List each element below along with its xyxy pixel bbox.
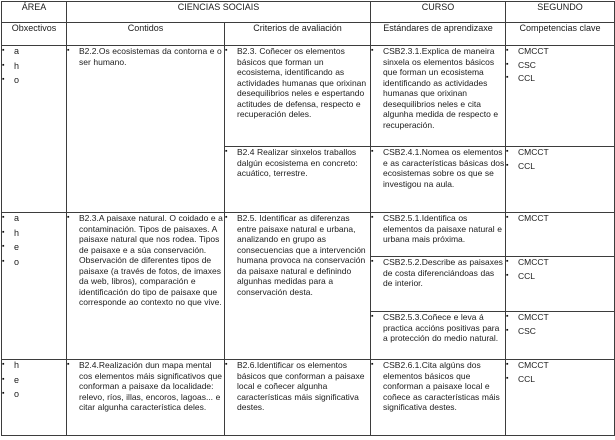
competencies-cell	[506, 360, 615, 436]
competency-code: CMCCT	[518, 46, 549, 56]
content-text: B2.2.Os ecosistemas da contorna e o ser humano.	[79, 46, 222, 67]
objective-letter: e	[14, 374, 20, 385]
objectives-cell-block3	[2, 360, 67, 436]
competency-item	[506, 312, 614, 323]
standard-item	[371, 257, 505, 289]
block3-row1	[2, 360, 615, 436]
bullet-icon: ▪	[506, 326, 509, 334]
objective-letter: o	[14, 75, 20, 85]
bullet-icon: ▪	[371, 258, 374, 265]
objective-letter: o	[14, 389, 20, 399]
standard-cell-csb2-5-2	[371, 257, 506, 312]
competency-item	[506, 213, 614, 224]
bullet-icon: ▪	[225, 214, 228, 221]
content-item	[67, 46, 224, 67]
standard-text: CSB2.5.3.Coñece e leva á practica accións positivas para a protección do medio natural.	[383, 312, 500, 343]
competency-code: CCL	[518, 270, 536, 281]
criteria-text: B2.4 Realizar sinxelos traballos dalgún ecosistema en concreto: acuático, terrestre.	[237, 147, 358, 178]
competency-item	[506, 161, 614, 172]
objective-item	[2, 389, 66, 400]
standard-item	[371, 213, 505, 245]
standard-item	[371, 360, 505, 413]
competency-item	[506, 271, 614, 282]
standard-cell-csb2-5-3	[371, 312, 506, 360]
standard-item	[371, 312, 505, 344]
bullet-icon: ▪	[2, 243, 5, 250]
competency-code: CCL	[518, 73, 536, 83]
bullet-icon: ▪	[225, 47, 228, 54]
bullet-icon: ▪	[506, 74, 509, 81]
objective-item	[2, 375, 66, 386]
column-header-competencias: Competencias clave	[506, 23, 615, 46]
bullet-icon: ▪	[2, 257, 5, 265]
objective-letter: h	[14, 227, 20, 238]
content-item	[67, 360, 224, 413]
bullet-icon: ▪	[67, 361, 70, 368]
competency-item	[506, 60, 614, 71]
bullet-icon: ▪	[2, 214, 5, 221]
block2-row1	[2, 213, 615, 257]
bullet-icon: ▪	[506, 60, 509, 68]
content-text: B2.4.Realización dun mapa mental cos elementos máis significativos que conforman a paisaxe da localidade: relevo, ríos, illas, encoros, lagoas... e citar algunha característica deles.	[79, 360, 223, 412]
bullet-icon: ▪	[2, 76, 5, 83]
competency-code: CSC	[518, 325, 536, 336]
competency-code: CMCCT	[518, 147, 549, 157]
bullet-icon: ▪	[506, 374, 509, 382]
content-text: B2.3.A paisaxe natural. O coidado e a contaminación. Tipos de paisaxes. A paisaxe natural que nos rodea. Tipos de paisaxe e a súa conservación. Observación de diferentes tipos de paisaxe (a través de fotos, de imaxes da web, libros), comparación e identificación do tipo de paisaxe que corresponde ao contexto no que vive.	[79, 213, 223, 307]
competency-code: CMCCT	[518, 257, 549, 267]
objective-letter: e	[14, 242, 20, 252]
header-row-2	[2, 23, 615, 46]
standard-cell-csb2-6-1	[371, 360, 506, 436]
bullet-icon: ▪	[67, 214, 70, 221]
criteria-text: B2.3. Coñecer os elementos básicos que forman un ecosistema, identificando as actividades humanas que orixinan desequilibrios neles e espertando actitudes de defensa, respecto e recuperación deles.	[237, 46, 367, 119]
competencies-cell	[506, 312, 615, 360]
bullet-icon: ▪	[2, 375, 5, 383]
bullet-icon: ▪	[2, 361, 5, 368]
objective-item	[2, 228, 66, 239]
block1-row1	[2, 46, 615, 147]
bullet-icon: ▪	[506, 47, 509, 54]
bullet-icon: ▪	[2, 47, 5, 54]
competency-code: CCL	[518, 373, 536, 384]
objective-item	[2, 46, 66, 57]
objectives-cell-block1	[2, 46, 67, 213]
standard-item	[371, 46, 505, 130]
bullet-icon: ▪	[67, 47, 70, 54]
competency-code: CMCCT	[518, 312, 549, 322]
competency-item	[506, 374, 614, 385]
standard-text: CSB2.3.1.Explica de maneira sinxela os elementos básicos que forman un ecosistema identificando as actividades humanas que orixinan desequilibrios neles e cita algunha medida de respecto e recuperación.	[383, 46, 499, 130]
bullet-icon: ▪	[2, 390, 5, 397]
bullet-icon: ▪	[506, 313, 509, 320]
competencies-cell	[506, 46, 615, 147]
competency-item	[506, 46, 614, 57]
bullet-icon: ▪	[225, 148, 228, 155]
column-header-criterios: Criterios de avaliación	[225, 23, 371, 46]
content-item	[67, 213, 224, 308]
column-header-estandares: Estándares de aprendizaxe	[371, 23, 506, 46]
bullet-icon: ▪	[506, 161, 509, 169]
column-header-contidos: Contidos	[67, 23, 225, 46]
criteria-text: B2.5. Identificar as diferenzas entre paisaxe natural e urbana, analizando en grupo as consecuencias que a intervención humana provoca na conservación da paisaxe natural e definindo algunhas medidas para a conservación desta.	[237, 213, 366, 297]
competency-item	[506, 360, 614, 371]
competencies-cell	[506, 147, 615, 213]
bullet-icon: ▪	[506, 214, 509, 221]
standard-text: CSB2.4.1.Nomea os elementos e as características básicas dos ecosistemas sobre os que se investigou na aula.	[383, 147, 505, 189]
objective-item	[2, 242, 66, 253]
standard-cell-csb2-3-1	[371, 46, 506, 147]
standard-text: CSB2.5.2.Describe as paisaxes de costa diferenciándoas das de interior.	[383, 257, 503, 288]
bullet-icon: ▪	[2, 228, 5, 236]
objective-item	[2, 61, 66, 72]
competency-item	[506, 73, 614, 84]
objective-letter: h	[14, 360, 20, 370]
bullet-icon: ▪	[506, 271, 509, 279]
header-curso: CURSO	[371, 2, 506, 23]
bullet-icon: ▪	[371, 148, 374, 155]
standard-cell-csb2-4-1	[371, 147, 506, 213]
objective-letter: o	[14, 256, 20, 267]
criteria-item	[225, 360, 370, 413]
objectives-cell-block2	[2, 213, 67, 360]
bullet-icon: ▪	[506, 258, 509, 265]
bullet-icon: ▪	[2, 61, 5, 69]
criteria-item	[225, 46, 370, 120]
bullet-icon: ▪	[371, 214, 374, 221]
standard-text: CSB2.5.1.Identifica os elementos da paisaxe natural e urbana mais próxima.	[383, 213, 502, 244]
column-header-obxectivos: Obxectivos	[2, 23, 67, 46]
bullet-icon: ▪	[371, 47, 374, 54]
criteria-cell-b2-3	[225, 46, 371, 147]
contents-cell-block2	[67, 213, 225, 360]
bullet-icon: ▪	[225, 361, 228, 368]
objective-item	[2, 213, 66, 224]
competency-code: CMCCT	[518, 360, 549, 370]
competency-code: CMCCT	[518, 213, 549, 223]
standard-text: CSB2.6.1.Cita algúns dos elementos básicos que conforman a paisaxe local e coñece as características máis significativa destes.	[383, 360, 500, 412]
contents-cell-block1	[67, 46, 225, 213]
objective-letter: a	[14, 213, 20, 223]
criteria-cell-b2-4	[225, 147, 371, 213]
objective-item	[2, 360, 66, 371]
contents-cell-block3	[67, 360, 225, 436]
bullet-icon: ▪	[506, 361, 509, 368]
bullet-icon: ▪	[371, 313, 374, 320]
objective-letter: h	[14, 60, 20, 71]
header-segundo: SEGUNDO	[506, 2, 615, 23]
objective-item	[2, 75, 66, 86]
criteria-text: B2.6.Identificar os elementos básicos que conforman a paisaxe local e coñecer algunha características máis significativa destes.	[237, 360, 365, 412]
standard-item	[371, 147, 505, 189]
competency-item	[506, 147, 614, 158]
header-subject: CIENCIAS SOCIAIS	[67, 2, 371, 23]
criteria-cell-b2-5	[225, 213, 371, 360]
competencies-cell	[506, 257, 615, 312]
objective-letter: a	[14, 46, 20, 56]
criteria-item	[225, 213, 370, 297]
curriculum-table	[1, 1, 615, 436]
header-row-1	[2, 2, 615, 23]
criteria-item	[225, 147, 370, 179]
bullet-icon: ▪	[371, 361, 374, 368]
standard-cell-csb2-5-1	[371, 213, 506, 257]
competencies-cell	[506, 213, 615, 257]
header-area: ÁREA	[2, 2, 67, 23]
competency-item	[506, 326, 614, 337]
objective-item	[2, 257, 66, 268]
competency-code: CCL	[518, 160, 536, 171]
bullet-icon: ▪	[506, 148, 509, 155]
competency-code: CSC	[518, 59, 536, 70]
criteria-cell-b2-6	[225, 360, 371, 436]
competency-item	[506, 257, 614, 268]
